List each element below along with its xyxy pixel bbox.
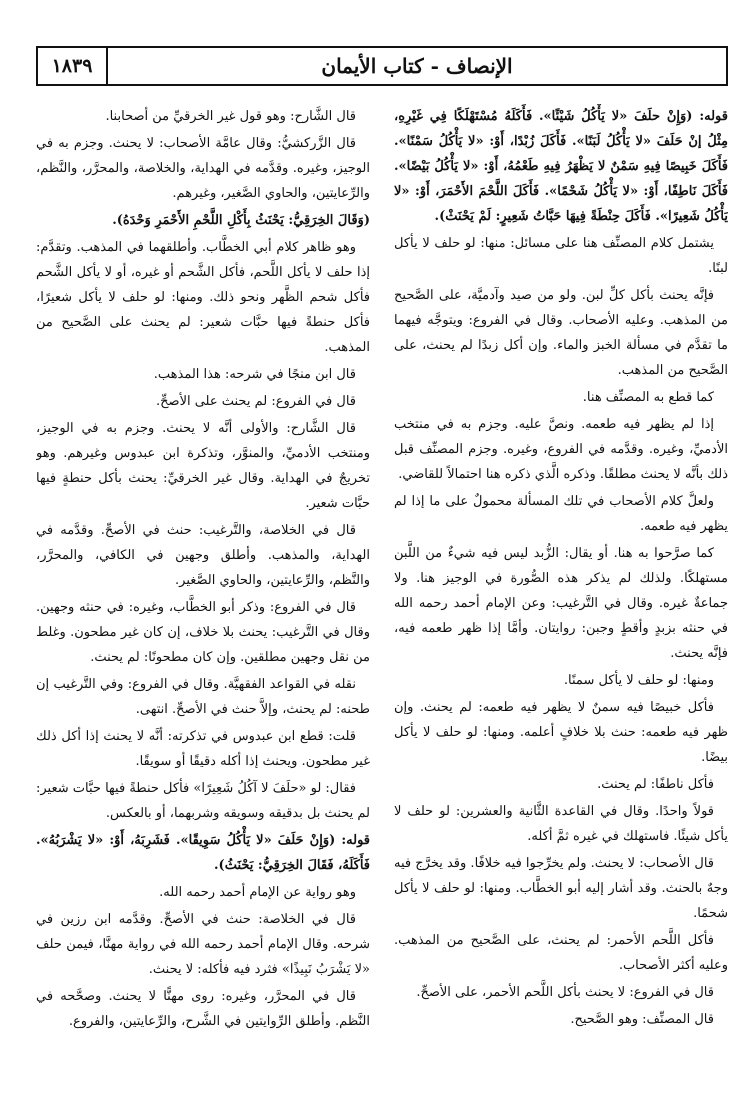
paragraph: ومنها: لو حلف لا يأكل سمنًا. [563,673,714,688]
paragraph: (وَقَالَ الخِرَقِيُّ: يَحْنَثُ بِأَكْلِ اللَّحْمِ الأَحْمَرِ وَحْدَهُ). [112,213,370,228]
paragraph: قال الشَّارح: وهو قول غير الخرقيِّ من أصحابنا. [105,109,356,124]
left-column [36,104,370,1094]
paragraph: قلت: قطع ابن عبدوس في تذكرته: أنَّه لا يحنث إذا أكل ذلك غير مطحون. ويحنث إذا أكله دقيقًا أو سويقًا. [36,729,370,769]
page-number: ١٨٣٩ [38,48,108,84]
page-header [36,46,728,86]
paragraph: قال في الفروع: لم يحنث على الأصحِّ. [156,394,356,409]
running-title: الإنصاف - كتاب الأيمان [321,54,513,78]
paragraph: قال الزَّركشيُّ: وقال عامَّة الأصحاب: لا يحنث. وجزم به في الوجيز، وغيره. وقدَّمه في الهداية، والخلاصة، والمحرَّر، والنَّظم، والرِّعايتين، والحاوي الصَّغير، وغيرهم. [36,136,370,201]
paragraph: قال في الفروع: لا يحنث بأكل اللَّحم الأحمر، على الأصحِّ. [416,985,714,1000]
paragraph: قال ابن منجًا في شرحه: هذا المذهب. [153,367,356,382]
paragraph: فأكل ناطفًا: لم يحنث. [597,777,714,792]
paragraph: فإنَّه يحنث بأكل كلِّ لبن. ولو من صيد وآدميَّة، على الصَّحيح من المذهب. وعليه الأصحاب. وقال في الفروع: ويتوجَّه فيهما ما تقدَّم في مسألة الخبز والماء. وإن أكل زبدًا لم يحنث، على الصَّحيح من المذهب. [394,288,728,378]
right-column [394,104,728,1094]
paragraph: قال في الخلاصة، والتَّرغيب: حنث في الأصحِّ. وقدَّمه في الهداية، والمذهب. وأطلق وجهين في الكافي، والمحرَّر، والنَّظم، والرِّعايتين، والحاوي الصَّغير. [36,523,370,588]
paragraph: قال الأصحاب: لا يحنث. ولم يخرِّجوا فيه خلافًا. وقد يخرَّج فيه وجهٌ بالحنث. وقد أشار إليه أبو الخطَّاب. ومنها: لو حلف لا يأكل شحمًا. [394,856,728,921]
paragraph: كما صرَّحوا به هنا. أو يقال: الزُّبد ليس فيه شيءٌ من اللَّبن مستهلكًا. ولذلك لم يذكر هذه الصُّورة في الوجيز هنا. ولا جماعةٌ غيره. وقال في التَّرغيب: وعن الإمام أحمد رحمه الله في حنثه بزبدٍ وأقطٍ وجبن: روايتان. وأمَّا إذا ظهر طعمه فيه، فإنَّه يحنث. [394,546,728,661]
paragraph: قال في الخلاصة: حنث في الأصحِّ. وقدَّمه ابن رزين في شرحه. وقال الإمام أحمد رحمه الله في رواية مهنَّا، فيمن حلف «لا يَشْرَبُ نَبِيذًا» فثرد فيه فأكله: لا يحنث. [36,912,370,977]
paragraph: وهو ظاهر كلام أبي الخطَّاب. وأطلقهما في المذهب. وتقدَّم: إذا حلف لا يأكل اللَّحم، فأكل الشَّحم أو غيره، أو لا يأكل الشَّحم فأكل شحم الظَّهر ونحو ذلك. ومنها: لو حلف لا يأكل شعيرًا، فأكل حنطةً فيها حبَّات شعير: لم يحنث على الصَّحيح من المذهب. [36,240,370,355]
paragraph: فأكل خبيصًا فيه سمنٌ لا يظهر فيه طعمه: لم يحنث. وإن ظهر فيه طعمه: حنث بلا خلافٍ أعلمه. ومنها: لو حلف لا يأكل بيضًا. [394,700,728,765]
paragraph: قال في الفروع: وذكر أبو الخطَّاب، وغيره: في حنثه وجهين. وقال في التَّرغيب: يحنث بلا خلاف، إن كان غير مطحون. وغلط من نقل وجهين مطلقين. وإن كان مطحونًا: لم يحنث. [36,600,370,665]
paragraph: قال في المحرَّر، وغيره: روى مهنًّا لا يحنث. وصحَّحه في النَّظم. وأطلق الرِّوايتين في الشَّرح، والرِّعايتين، والفروع. [36,989,370,1029]
paragraph: قال الشَّارح: والأولى أنَّه لا يحنث. وجزم به في الوجيز، ومنتخب الأدميِّ، والمنوَّر، وتذكرة ابن عبدوس وغيرهم. وهو تخريجٌ في الهداية. وقال غير الخرقيِّ: يحنث بأكل حنطةٍ فيها حبَّات شعير. [36,421,370,511]
paragraph: كما قطع به المصنِّف هنا. [582,390,714,405]
paragraph: فقال: لو «حلَفَ لا آكُلُ شَعِيرًا» فأكل حنطةً فيها حبَّات شعير: لم يحنث بل بدقيقه وسويقه وشربهما، أو بالعكس. [36,781,370,821]
paragraph: قال المصنِّف: وهو الصَّحيح. [570,1012,714,1027]
paragraph: قولاً واحدًا. وقال في القاعدة الثَّانية والعشرين: لو حلف لا يأكل شيئًا. فاستهلك في غيره ثمَّ أكله. [394,804,728,844]
paragraph: يشتمل كلام المصنِّف هنا على مسائل: منها: لو حلف لا يأكل لبنًا. [394,236,728,276]
paragraph: نقله في القواعد الفقهيَّة. وقال في الفروع: وفي التَّرغيب إن طحنه: لم يحنث، وإلاَّ حنث في الأصحِّ. انتهى. [36,677,370,717]
paragraph: وهو رواية عن الإمام أحمد رحمه الله. [159,885,356,900]
paragraph: ولعلَّ كلام الأصحاب في تلك المسألة محمولٌ على ما إذا لم يظهر فيه طعمه. [394,494,728,534]
paragraph: قوله: (وَإِنْ حلَفَ «لا يَأْكُلُ شَيْئًا». فَأَكَلَهُ مُسْتَهْلَكًا فِي غَيْرِهِ، مِثْلُ إنْ حَلَفَ «لا يَأْكُلُ لَبَنًا». فَأَكَلَ زُبْدًا، أَوْ: «لا يَأْكُلُ سَمْنًا». فَأَكَلَ خَبِيصًا فِيهِ سَمْنٌ لا يَظْهَرُ فِيهِ طَعْمُهُ، أَوْ: «لا يَأْكُلُ بَيْضًا». فَأَكَلَ نَاطِفًا، أَوْ: «لا يَأْكُلُ شَحْمًا». فَأَكَلَ اللَّحْمَ الأَحْمَرَ، أَوْ: «لا يَأْكُلُ شَعِيرًا». فَأَكَلَ حِنْطَةً فِيهَا حَبَّاتُ شَعِيرٍ: لَمْ يَحْنَثْ). [394,109,728,224]
paragraph: إذا لم يظهر فيه طعمه. ونصَّ عليه. وجزم به في منتخب الأدميِّ، وغيره. وقدَّمه في الفروع، وغيره. وجزم المصنِّف قبل ذلك بأنَّه لا يحنث مطلقًا. وذكره الَّذي ذكره هنا احتمالاً للقاضي. [394,417,728,482]
paragraph: قوله: (وَإِنْ حَلَفَ «لا يَأْكُلُ سَوِيقًا». فَشَرِبَهُ، أَوْ: «لا يَشْرَبُهُ». فَأَكَلَهُ، فَقَالَ الخِرَقِيُّ: يَحْنَثُ). [36,833,370,873]
paragraph: فأكل اللَّحم الأحمر: لم يحنث، على الصَّحيح من المذهب. وعليه أكثر الأصحاب. [394,933,728,973]
